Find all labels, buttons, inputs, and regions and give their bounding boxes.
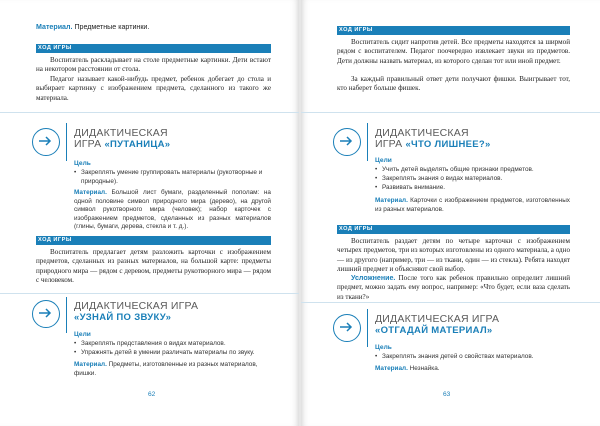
material-label: Материал. <box>375 365 408 372</box>
paragraph: Воспитатель предлагает детям разложить карточки с изображением предметов, сделанных из разных материалов, на большой карте: предметы природного мира — рядом с деревом, предметы рукотворного мира — рядом с человеком. <box>36 248 271 284</box>
game-course-label: ХОД ИГРЫ <box>339 27 373 33</box>
material-label: Материал. <box>375 197 408 204</box>
game-title-line1: ДИДАКТИЧЕСКАЯ ИГРА <box>375 313 500 325</box>
arrow-right-icon <box>333 314 361 342</box>
goal-label: Цель <box>375 344 392 351</box>
complication-label: Усложнение. <box>351 274 396 282</box>
game-course-bar <box>36 44 271 53</box>
page-right <box>301 0 600 426</box>
game-material <box>74 189 271 232</box>
game-course-bar <box>337 225 570 234</box>
paragraph: Воспитатель сидит напротив детей. Все предметы находятся за ширмой рядом с воспитателем. Педагог поочередно извлекает звуки из предметов. Дети должны назвать материал, из которого сделан тот или иной предмет. <box>337 38 570 65</box>
goal-item: • Закреплять знания о видах материалов. <box>382 175 570 184</box>
page-number: 62 <box>148 391 156 398</box>
game-material <box>74 361 271 378</box>
material-text: Предметы, изготовленные из разных материалов, фишки. <box>74 361 258 377</box>
goal-label: Цели <box>375 157 392 164</box>
arrow-right-icon <box>32 300 60 328</box>
complication-paragraph <box>337 274 570 302</box>
divider <box>0 112 299 113</box>
game-title-line1: ДИДАКТИЧЕСКАЯ <box>74 127 168 139</box>
material-text: Незнайка. <box>407 365 440 372</box>
material-text: Большой лист бумаги, разделенный пополам: на одной половине символ природного мира (дерево), на другой символ рукотворного мира (человек); набор карточек с изображением предметов, сделанных из разных материалов (глины, бумаги, дерева, стекла и т. д.). <box>74 189 271 231</box>
paragraph: Воспитатель раздает детям по четыре карточки с изображением четырех предметов, три из которых изготовлены из одного материала, а одно — из другого (например, три — из ткани, один — из стекла). Ребята находят лишний предмет и объясняют свой выбор. <box>337 237 570 273</box>
game-course-label: ХОД ИГРЫ <box>339 226 373 232</box>
goal-label: Цели <box>74 331 91 338</box>
material-text: Карточки с изображением предметов, изготовленных из разных материалов. <box>375 197 570 213</box>
vertical-rule <box>66 297 67 333</box>
goal-item: • Учить детей выделять общие признаки предметов. <box>382 166 570 175</box>
goal-item: • Упражнять детей в умении различать материалы по звуку. <box>81 349 271 358</box>
goal-item: • Развивать внимание. <box>382 184 570 193</box>
material-text: Предметные картинки. <box>72 23 150 31</box>
game-title-name: «УЗНАЙ ПО ЗВУКУ» <box>74 312 172 323</box>
game-title-line2: ИГРА «ПУТАНИЦА» <box>74 138 171 150</box>
game-course-bar <box>337 26 570 35</box>
page-number: 63 <box>443 391 451 398</box>
paragraph: За каждый правильный ответ дети получают фишки. Выигрывает тот, кто наберет больше фишек. <box>337 75 570 93</box>
game-title-name: «ПУТАНИЦА» <box>104 139 171 150</box>
game-title-line1: ДИДАКТИЧЕСКАЯ ИГРА <box>74 300 199 312</box>
goal-item: • Закреплять представления о видах материалов. <box>81 340 271 349</box>
vertical-rule <box>66 123 67 161</box>
divider <box>301 112 600 113</box>
page-left <box>0 0 299 426</box>
material-label: Материал. <box>36 23 73 31</box>
vertical-rule <box>367 123 368 161</box>
paragraph: Воспитатель раскладывает на столе предметные картинки. Дети встают на некотором расстоянии от стола. <box>36 56 271 74</box>
vertical-rule <box>367 309 368 347</box>
game-title-line2: ИГРА «ЧТО ЛИШНЕЕ?» <box>375 138 491 150</box>
top-material <box>36 23 149 32</box>
arrow-right-icon <box>32 128 60 156</box>
material-label: Материал. <box>74 189 107 196</box>
game-title-line1: ДИДАКТИЧЕСКАЯ <box>375 127 469 139</box>
game-course-label: ХОД ИГРЫ <box>38 45 72 51</box>
divider <box>301 302 600 303</box>
goal-label: Цель <box>74 160 91 167</box>
goal-item: • Закреплять знания детей о свойствах материалов. <box>382 353 570 362</box>
divider <box>0 293 299 294</box>
complication-text: После того как ребенок правильно определит лишний предмет, можно задать ему вопрос, например: «Что будет, если ваза сделать из ткани?» <box>337 274 570 301</box>
game-material <box>375 365 570 374</box>
game-title-name: «ЧТО ЛИШНЕЕ?» <box>405 139 491 150</box>
game-material <box>375 197 570 214</box>
material-label: Материал. <box>74 361 107 368</box>
game-title-name: «ОТГАДАЙ МАТЕРИАЛ» <box>375 325 493 336</box>
goal-item: • Закреплять умение группировать материалы (рукотворные и природные). <box>81 169 271 186</box>
game-course-label: ХОД ИГРЫ <box>38 237 72 243</box>
arrow-right-icon <box>333 128 361 156</box>
game-course-bar <box>36 236 271 245</box>
paragraph: Педагог называет какой-нибудь предмет, ребенок добегает до стола и выбирает картинку с изображением предмета, сделанного из такого же материала. <box>36 75 271 102</box>
